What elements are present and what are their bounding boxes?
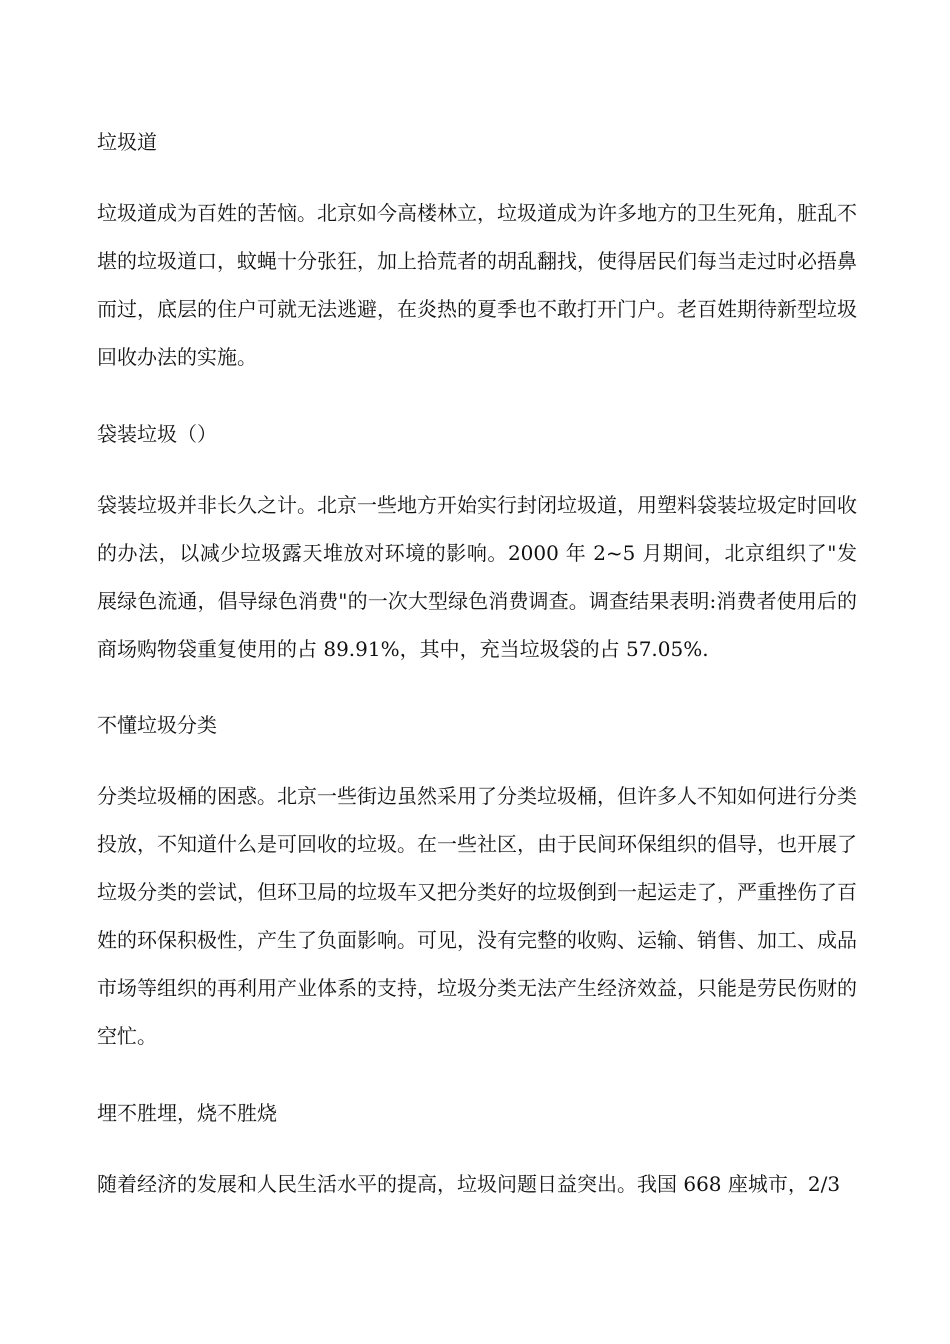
section-paragraph: 袋装垃圾并非长久之计。北京一些地方开始实行封闭垃圾道，用塑料袋装垃圾定时回收的办法，以减少垃圾露天堆放对环境的影响。2000 年 2~5 月期间，北京组织了"发展绿色流通，倡导绿色消费"的一次大型绿色消费调查。调查结果表明:消费者使用后的商场购物袋重复使用的占 89.91%，其中，充当垃圾袋的占 57.05%. (97, 493, 857, 661)
section-heading: 袋装垃圾（） (97, 422, 217, 446)
section-heading: 不懂垃圾分类 (97, 713, 217, 737)
section-paragraph: 垃圾道成为百姓的苦恼。北京如今高楼林立，垃圾道成为许多地方的卫生死角，脏乱不堪的垃圾道口，蚊蝇十分张狂，加上拾荒者的胡乱翻找，使得居民们每当走过时必捂鼻而过，底层的住户可就无法逃避，在炎热的夏季也不敢打开门户。老百姓期待新型垃圾回收办法的实施。 (97, 201, 857, 369)
section-paragraph: 随着经济的发展和人民生活水平的提高，垃圾问题日益突出。我国 668 座城市，2/3 (97, 1172, 841, 1196)
section-heading: 垃圾道 (97, 130, 157, 154)
section-paragraph: 分类垃圾桶的困惑。北京一些街边虽然采用了分类垃圾桶，但许多人不知如何进行分类投放，不知道什么是可回收的垃圾。在一些社区，由于民间环保组织的倡导，也开展了垃圾分类的尝试，但环卫局的垃圾车又把分类好的垃圾倒到一起运走了，严重挫伤了百姓的环保积极性，产生了负面影响。可见，没有完整的收购、运输、销售、加工、成品市场等组织的再利用产业体系的支持，垃圾分类无法产生经济效益，只能是劳民伤财的空忙。 (97, 784, 857, 1048)
section-heading: 埋不胜埋，烧不胜烧 (97, 1101, 277, 1125)
